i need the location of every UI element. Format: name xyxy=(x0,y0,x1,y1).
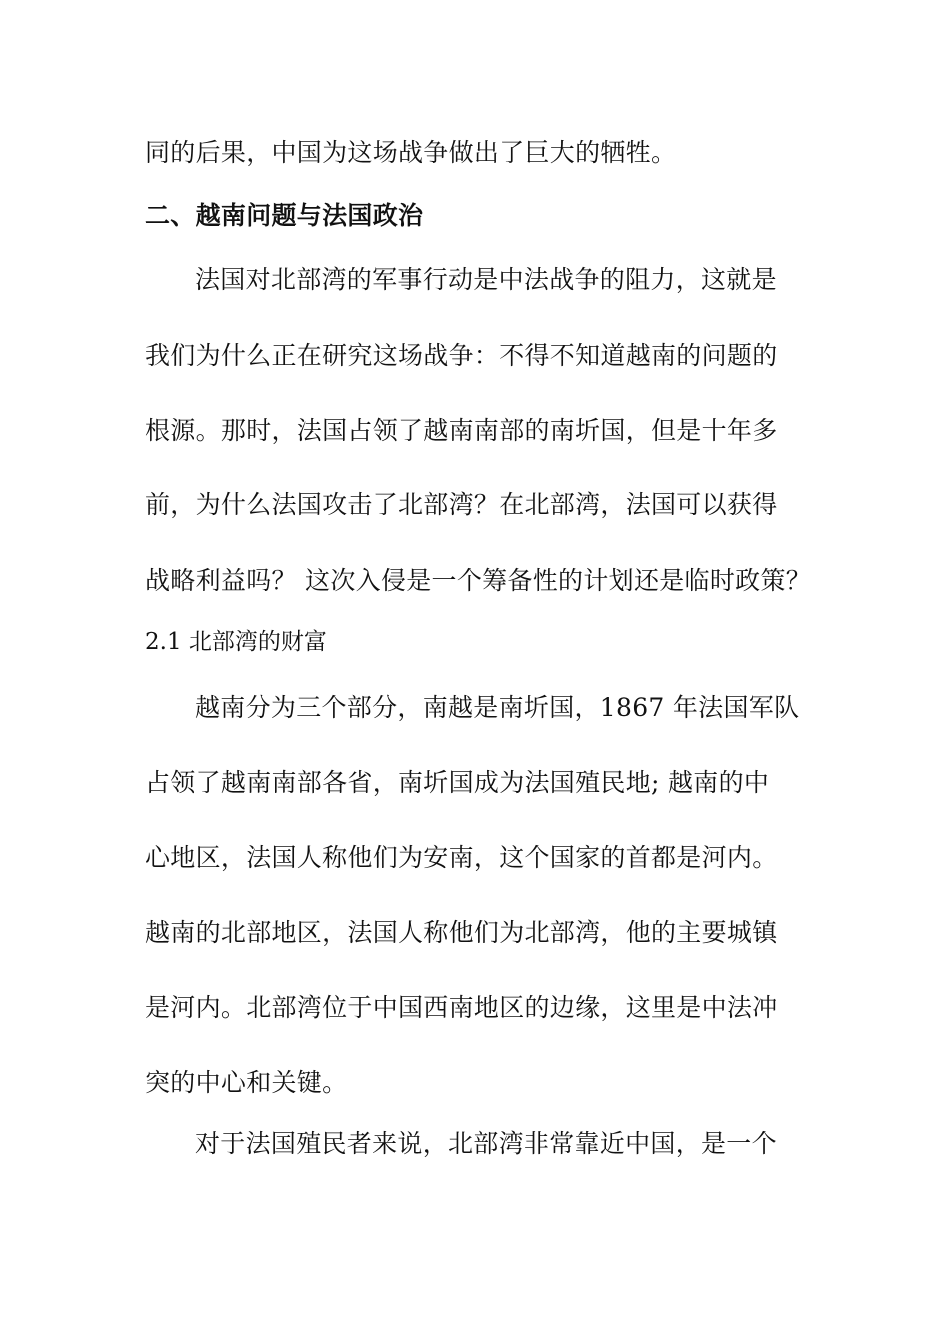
paragraph-line: 前，为什么法国攻击了北部湾？在北部湾，法国可以获得 xyxy=(145,490,778,519)
paragraph-line: 越南的北部地区，法国人称他们为北部湾，他的主要城镇 xyxy=(145,918,778,947)
paragraph-line: 法国对北部湾的军事行动是中法战争的阻力，这就是 xyxy=(195,265,777,294)
section-heading: 二、越南问题与法国政治 xyxy=(145,201,424,230)
paragraph-line: 战略利益吗？ 这次入侵是一个筹备性的计划还是临时政策？ xyxy=(145,566,812,595)
paragraph-line: 突的中心和关键。 xyxy=(145,1068,348,1097)
subsection-heading: 2.1 北部湾的财富 xyxy=(145,629,327,655)
paragraph-line: 越南分为三个部分，南越是南圻国，1867 年法国军队 xyxy=(195,693,800,722)
paragraph-line: 占领了越南南部各省，南圻国成为法国殖民地; 越南的中 xyxy=(145,768,770,797)
paragraph-line: 根源。那时，法国占领了越南南部的南圻国，但是十年多 xyxy=(145,416,778,445)
paragraph-line: 同的后果，中国为这场战争做出了巨大的牺牲。 xyxy=(145,138,677,167)
paragraph-line: 是河内。北部湾位于中国西南地区的边缘，这里是中法冲 xyxy=(145,993,778,1022)
paragraph-line: 心地区，法国人称他们为安南，这个国家的首都是河内。 xyxy=(145,843,778,872)
paragraph-line: 我们为什么正在研究这场战争：不得不知道越南的问题的 xyxy=(145,341,778,370)
paragraph-line: 对于法国殖民者来说，北部湾非常靠近中国，是一个 xyxy=(195,1129,777,1158)
